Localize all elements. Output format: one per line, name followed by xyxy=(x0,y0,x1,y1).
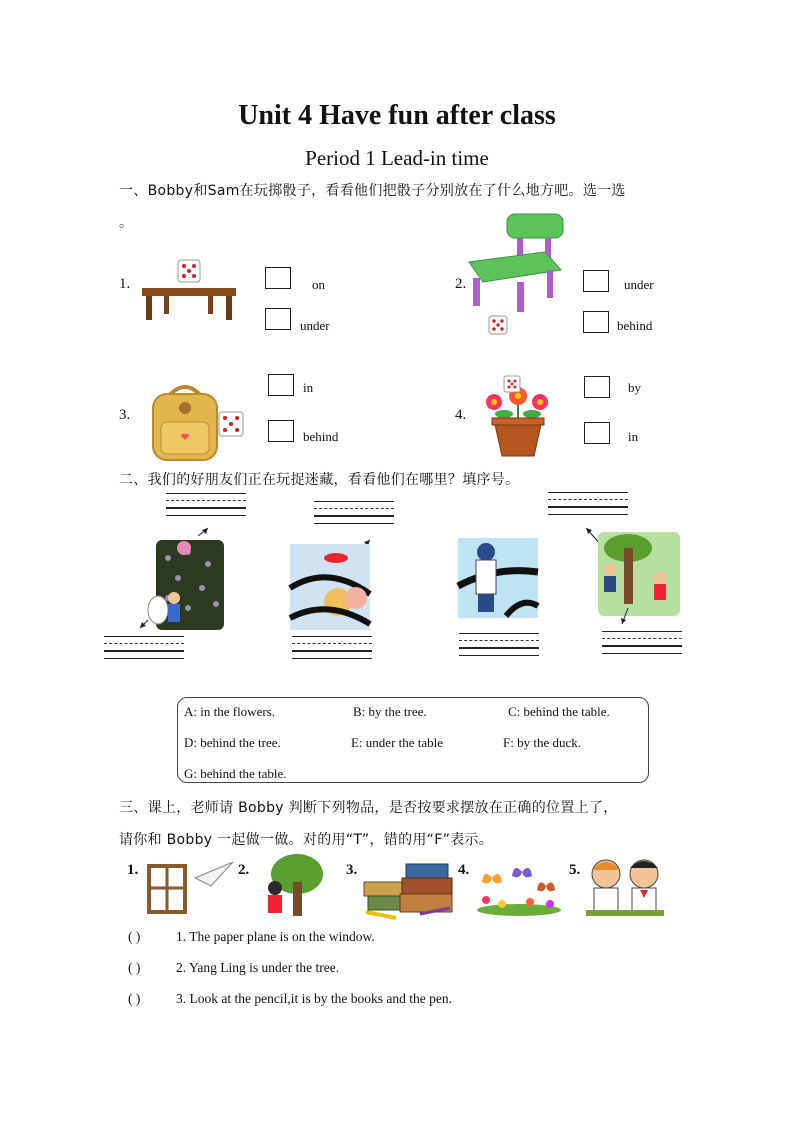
window-plane-picture xyxy=(147,860,237,916)
section1-instruction-cont: 。 xyxy=(119,215,134,231)
paper-plane-icon xyxy=(195,862,233,886)
pencil-icon xyxy=(366,912,396,918)
picture-number-3: 3. xyxy=(346,862,358,878)
item2-option1-label: under xyxy=(624,277,654,292)
picture-number-1: 1. xyxy=(127,862,139,878)
writing-lines-4b[interactable] xyxy=(602,631,682,660)
item4-option1-label: by xyxy=(628,380,641,395)
item2-number: 2. xyxy=(455,276,467,292)
item3-option2-label: behind xyxy=(303,429,339,444)
tf-bracket-2[interactable]: ( ) xyxy=(128,960,141,975)
books-pencil-picture xyxy=(360,860,456,920)
dice-icon xyxy=(178,260,200,282)
tf-bracket-3[interactable]: ( ) xyxy=(128,991,141,1006)
hide-picture-3 xyxy=(456,536,540,620)
dice-icon xyxy=(219,412,243,436)
flowerpot-icon xyxy=(478,374,558,458)
section1-instruction: 一、Bobby和Sam在玩掷骰子，看看他们把骰子分别放在了什么地方吧。选一选 xyxy=(119,183,626,199)
item3-option1-checkbox[interactable] xyxy=(268,374,294,396)
writing-lines-1b[interactable] xyxy=(104,636,184,665)
writing-lines-1[interactable] xyxy=(166,493,246,522)
section2-instruction: 二、我们的好朋友们正在玩捉迷藏，看看他们在哪里？填序号。 xyxy=(119,472,520,488)
picture-number-4: 4. xyxy=(458,862,470,878)
hide-picture-2 xyxy=(288,538,374,634)
hide-picture-4 xyxy=(580,526,682,630)
item1-option1-label: on xyxy=(312,277,325,292)
item2-option2-checkbox[interactable] xyxy=(583,311,609,333)
writing-lines-4[interactable] xyxy=(548,492,628,521)
item3-option1-label: in xyxy=(303,380,314,395)
item4-option1-checkbox[interactable] xyxy=(584,376,610,398)
backpack-icon xyxy=(145,378,250,464)
option-a: A: in the flowers. xyxy=(184,704,275,719)
tf-statement-2: 2. Yang Ling is under the tree. xyxy=(176,960,340,975)
option-b: B: by the tree. xyxy=(353,704,427,719)
writing-lines-3[interactable] xyxy=(459,633,539,662)
tf-statement-3: 3. Look at the pencil,it is by the books and the pen. xyxy=(176,991,452,1006)
option-c: C: behind the table. xyxy=(508,704,610,719)
option-e: E: under the table xyxy=(351,735,444,750)
item3-number: 3. xyxy=(119,407,131,423)
item2-option1-checkbox[interactable] xyxy=(583,270,609,292)
picture-number-5: 5. xyxy=(569,862,581,878)
item3-option2-checkbox[interactable] xyxy=(268,420,294,442)
item4-option2-label: in xyxy=(628,429,639,444)
tf-statement-1: 1. The paper plane is on the window. xyxy=(176,929,375,944)
item4-option2-checkbox[interactable] xyxy=(584,422,610,444)
section3-instruction: 三、课上，老师请 Bobby 判断下列物品，是否按要求摆放在正确的位置上了， xyxy=(119,800,618,816)
option-g: G: behind the table. xyxy=(184,766,287,781)
item1-option1-checkbox[interactable] xyxy=(265,267,291,289)
item2-option2-label: behind xyxy=(617,318,653,333)
worksheet-subtitle: Period 1 Lead-in time xyxy=(305,146,489,170)
item1-number: 1. xyxy=(119,276,131,292)
item1-option2-label: under xyxy=(300,318,330,333)
chair-icon xyxy=(465,212,565,342)
tf-bracket-1[interactable]: ( ) xyxy=(128,929,141,944)
writing-lines-2[interactable] xyxy=(314,501,394,530)
option-f: F: by the duck. xyxy=(503,735,581,750)
writing-lines-2b[interactable] xyxy=(292,636,372,665)
picture-number-2: 2. xyxy=(238,862,250,878)
tree-girl-picture xyxy=(253,852,341,918)
item4-number: 4. xyxy=(455,407,467,423)
worksheet-title: Unit 4 Have fun after class xyxy=(238,100,556,131)
section3-instruction-cont: 请你和 Bobby 一起做一做。对的用“T”，错的用“F”表示。 xyxy=(119,832,494,848)
butterflies-flowers-picture xyxy=(474,864,564,916)
hide-picture-1 xyxy=(138,528,228,632)
item1-option2-checkbox[interactable] xyxy=(265,308,291,330)
two-boys-picture xyxy=(584,852,666,918)
dice-icon xyxy=(504,376,520,392)
table-icon xyxy=(140,258,240,322)
dice-icon xyxy=(489,316,507,334)
option-d: D: behind the tree. xyxy=(184,735,281,750)
